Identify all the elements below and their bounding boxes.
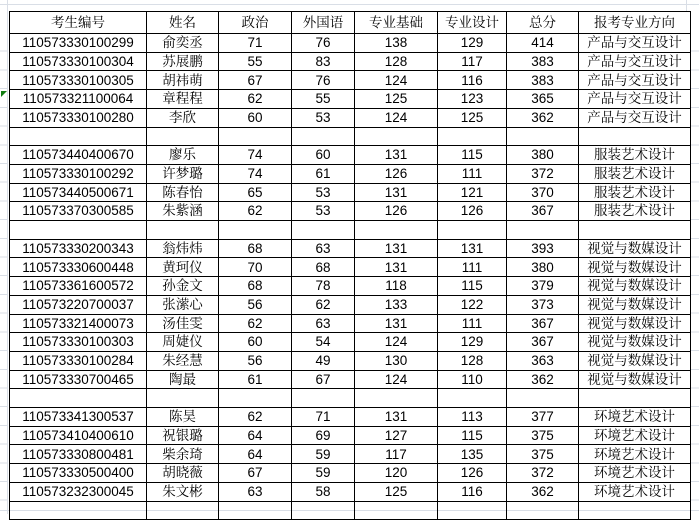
cell-major-design[interactable]: 122 <box>438 295 507 314</box>
cell-candidate-id[interactable]: 110573330600448 <box>10 258 147 277</box>
cell-foreign-language[interactable]: 55 <box>292 90 355 109</box>
cell-politics[interactable]: 64 <box>219 426 292 445</box>
cell-candidate-id[interactable]: 110573361600572 <box>10 277 147 296</box>
cell-major-design[interactable]: 111 <box>438 258 507 277</box>
cell-major-design[interactable]: 126 <box>438 464 507 483</box>
cell-major-design[interactable]: 126 <box>438 202 507 221</box>
column-header-applied-major[interactable]: 报考专业方向 <box>579 12 691 34</box>
cell-candidate-id[interactable]: 110573330100305 <box>10 71 147 90</box>
cell-total-score[interactable]: 383 <box>507 52 579 71</box>
cell-applied-major[interactable]: 产品与交互设计 <box>579 71 691 90</box>
cell-empty[interactable] <box>355 501 438 520</box>
table-row <box>10 239 691 258</box>
cell-total-score[interactable]: 393 <box>507 239 579 258</box>
cell-foreign-language[interactable]: 76 <box>292 34 355 53</box>
column-header-total-score[interactable]: 总分 <box>507 12 579 34</box>
cell-empty[interactable] <box>10 501 147 520</box>
cell-politics[interactable]: 74 <box>219 146 292 165</box>
table-row <box>10 202 691 221</box>
cell-empty[interactable] <box>507 221 579 240</box>
cell-politics[interactable]: 74 <box>219 164 292 183</box>
cell-major-foundation[interactable]: 125 <box>355 482 438 501</box>
cell-total-score[interactable]: 362 <box>507 108 579 127</box>
column-header-politics[interactable]: 政治 <box>219 12 292 34</box>
cell-name[interactable]: 张潆心 <box>147 295 219 314</box>
cell-major-foundation[interactable]: 125 <box>355 90 438 109</box>
cell-name[interactable]: 孙金文 <box>147 277 219 296</box>
cell-empty[interactable] <box>355 389 438 408</box>
cell-total-score[interactable]: 379 <box>507 277 579 296</box>
cell-applied-major[interactable]: 环境艺术设计 <box>579 482 691 501</box>
cell-politics[interactable]: 67 <box>219 464 292 483</box>
cell-major-foundation[interactable]: 138 <box>355 34 438 53</box>
cell-empty[interactable] <box>355 221 438 240</box>
cell-empty[interactable] <box>292 127 355 146</box>
table-row <box>10 482 691 501</box>
sheet-gridline-horizontal-top <box>0 4 699 5</box>
cell-candidate-id[interactable]: 110573330100299 <box>10 34 147 53</box>
cell-candidate-id[interactable]: 110573321400073 <box>10 314 147 333</box>
cell-major-foundation[interactable]: 124 <box>355 333 438 352</box>
score-table-body <box>10 34 691 520</box>
cell-total-score[interactable]: 367 <box>507 314 579 333</box>
cell-empty[interactable] <box>147 221 219 240</box>
cell-empty[interactable] <box>507 501 579 520</box>
cell-total-score[interactable]: 367 <box>507 333 579 352</box>
cell-politics[interactable]: 60 <box>219 333 292 352</box>
cell-total-score[interactable]: 372 <box>507 164 579 183</box>
table-row-empty <box>10 501 691 520</box>
cell-name[interactable]: 陈昊 <box>147 408 219 427</box>
cell-major-foundation[interactable]: 131 <box>355 258 438 277</box>
cell-total-score[interactable]: 375 <box>507 426 579 445</box>
table-row <box>10 370 691 389</box>
cell-name[interactable]: 朱经慧 <box>147 351 219 370</box>
cell-candidate-id[interactable]: 110573330700465 <box>10 370 147 389</box>
cell-total-score[interactable]: 362 <box>507 370 579 389</box>
cell-candidate-id[interactable]: 110573370300585 <box>10 202 147 221</box>
cell-politics[interactable]: 70 <box>219 258 292 277</box>
cell-foreign-language[interactable]: 59 <box>292 445 355 464</box>
cell-empty[interactable] <box>579 501 691 520</box>
cell-empty[interactable] <box>438 389 507 408</box>
cell-total-score[interactable]: 363 <box>507 351 579 370</box>
table-row <box>10 71 691 90</box>
cell-empty[interactable] <box>438 501 507 520</box>
cell-foreign-language[interactable]: 69 <box>292 426 355 445</box>
cell-applied-major[interactable]: 服装艺术设计 <box>579 202 691 221</box>
table-row-empty <box>10 221 691 240</box>
table-row <box>10 295 691 314</box>
cell-name[interactable]: 胡祎萌 <box>147 71 219 90</box>
cell-name[interactable]: 翁炜炜 <box>147 239 219 258</box>
cell-politics[interactable]: 55 <box>219 52 292 71</box>
cell-empty[interactable] <box>219 127 292 146</box>
cell-empty[interactable] <box>507 389 579 408</box>
cell-empty[interactable] <box>219 501 292 520</box>
cell-major-foundation[interactable]: 131 <box>355 239 438 258</box>
cell-applied-major[interactable]: 视觉与数媒设计 <box>579 239 691 258</box>
cell-name[interactable]: 俞奕丞 <box>147 34 219 53</box>
cell-total-score[interactable]: 372 <box>507 464 579 483</box>
cell-applied-major[interactable]: 环境艺术设计 <box>579 426 691 445</box>
cell-name[interactable]: 廖乐 <box>147 146 219 165</box>
cell-major-design[interactable]: 110 <box>438 370 507 389</box>
cell-politics[interactable]: 62 <box>219 408 292 427</box>
cell-major-foundation[interactable]: 124 <box>355 370 438 389</box>
cell-name[interactable]: 祝银璐 <box>147 426 219 445</box>
cell-total-score[interactable]: 375 <box>507 445 579 464</box>
cell-empty[interactable] <box>292 501 355 520</box>
cell-applied-major[interactable]: 产品与交互设计 <box>579 90 691 109</box>
cell-applied-major[interactable]: 视觉与数媒设计 <box>579 295 691 314</box>
cell-candidate-id[interactable]: 110573330100303 <box>10 333 147 352</box>
cell-name[interactable]: 陈春怡 <box>147 183 219 202</box>
column-header-name[interactable]: 姓名 <box>147 12 219 34</box>
sheet-row-gridline-stubs-left <box>0 33 7 514</box>
cell-politics[interactable]: 64 <box>219 445 292 464</box>
table-row <box>10 314 691 333</box>
cell-major-foundation[interactable]: 133 <box>355 295 438 314</box>
cell-name[interactable]: 苏展鹏 <box>147 52 219 71</box>
sheet-gridline-vertical-left <box>7 0 8 514</box>
cell-name[interactable]: 汤佳雯 <box>147 314 219 333</box>
cell-total-score[interactable]: 365 <box>507 90 579 109</box>
cell-major-design[interactable]: 117 <box>438 52 507 71</box>
cell-total-score[interactable]: 377 <box>507 408 579 427</box>
cell-major-foundation[interactable]: 131 <box>355 183 438 202</box>
cell-foreign-language[interactable]: 49 <box>292 351 355 370</box>
cell-major-foundation[interactable]: 126 <box>355 164 438 183</box>
cell-major-design[interactable]: 116 <box>438 482 507 501</box>
cell-foreign-language[interactable]: 58 <box>292 482 355 501</box>
cell-applied-major[interactable]: 环境艺术设计 <box>579 408 691 427</box>
cell-major-foundation[interactable]: 131 <box>355 146 438 165</box>
cell-major-design[interactable]: 111 <box>438 314 507 333</box>
cell-candidate-id[interactable]: 110573321100064 <box>10 90 147 109</box>
cell-politics[interactable]: 65 <box>219 183 292 202</box>
cell-name[interactable]: 朱文彬 <box>147 482 219 501</box>
cell-candidate-id[interactable]: 110573440400670 <box>10 146 147 165</box>
cell-applied-major[interactable]: 服装艺术设计 <box>579 146 691 165</box>
cell-candidate-id[interactable]: 110573440500671 <box>10 183 147 202</box>
cell-major-foundation[interactable]: 124 <box>355 108 438 127</box>
cell-name[interactable]: 朱紫涵 <box>147 202 219 221</box>
cell-foreign-language[interactable]: 67 <box>292 370 355 389</box>
cell-empty[interactable] <box>219 221 292 240</box>
cell-politics[interactable]: 71 <box>219 34 292 53</box>
cell-major-design[interactable]: 123 <box>438 90 507 109</box>
cell-candidate-id[interactable]: 110573330100284 <box>10 351 147 370</box>
cell-foreign-language[interactable]: 78 <box>292 277 355 296</box>
cell-applied-major[interactable]: 环境艺术设计 <box>579 445 691 464</box>
table-row <box>10 333 691 352</box>
table-row <box>10 108 691 127</box>
cell-applied-major[interactable]: 环境艺术设计 <box>579 464 691 483</box>
cell-total-score[interactable]: 414 <box>507 34 579 53</box>
cell-applied-major[interactable]: 视觉与数媒设计 <box>579 333 691 352</box>
table-row-empty <box>10 389 691 408</box>
score-table <box>9 11 691 520</box>
cell-foreign-language[interactable]: 59 <box>292 464 355 483</box>
cell-applied-major[interactable]: 产品与交互设计 <box>579 108 691 127</box>
cell-total-score[interactable]: 362 <box>507 482 579 501</box>
cell-politics[interactable]: 68 <box>219 239 292 258</box>
cell-candidate-id[interactable]: 110573330100280 <box>10 108 147 127</box>
cell-empty[interactable] <box>147 127 219 146</box>
cell-major-foundation[interactable]: 128 <box>355 52 438 71</box>
cell-name[interactable]: 胡晓薇 <box>147 464 219 483</box>
cell-foreign-language[interactable]: 68 <box>292 258 355 277</box>
column-header-major-foundation[interactable]: 专业基础 <box>355 12 438 34</box>
table-row <box>10 52 691 71</box>
cell-major-design[interactable]: 128 <box>438 351 507 370</box>
cell-politics[interactable]: 63 <box>219 482 292 501</box>
cell-empty[interactable] <box>579 389 691 408</box>
cell-empty[interactable] <box>10 127 147 146</box>
cell-foreign-language[interactable]: 62 <box>292 295 355 314</box>
table-row <box>10 277 691 296</box>
cell-foreign-language[interactable]: 61 <box>292 164 355 183</box>
cell-major-foundation[interactable]: 124 <box>355 71 438 90</box>
cell-major-design[interactable]: 129 <box>438 333 507 352</box>
sheet-row-gridline-stubs-right <box>691 33 699 514</box>
cell-major-design[interactable]: 113 <box>438 408 507 427</box>
cell-major-design[interactable]: 129 <box>438 34 507 53</box>
cell-politics[interactable]: 67 <box>219 71 292 90</box>
cell-politics[interactable]: 60 <box>219 108 292 127</box>
cell-major-design[interactable]: 135 <box>438 445 507 464</box>
cell-total-score[interactable]: 380 <box>507 146 579 165</box>
cell-candidate-id[interactable]: 110573330800481 <box>10 445 147 464</box>
cell-major-foundation[interactable]: 131 <box>355 408 438 427</box>
cell-major-design[interactable]: 131 <box>438 239 507 258</box>
cell-empty[interactable] <box>10 221 147 240</box>
sheet-gridline-vertical-topright <box>686 0 687 11</box>
cell-major-design[interactable]: 116 <box>438 71 507 90</box>
table-row <box>10 464 691 483</box>
cell-politics[interactable]: 56 <box>219 351 292 370</box>
cell-candidate-id[interactable]: 110573330500400 <box>10 464 147 483</box>
cell-major-foundation[interactable]: 117 <box>355 445 438 464</box>
cell-candidate-id[interactable]: 110573232300045 <box>10 482 147 501</box>
cell-empty[interactable] <box>292 389 355 408</box>
cell-total-score[interactable]: 367 <box>507 202 579 221</box>
cell-foreign-language[interactable]: 53 <box>292 108 355 127</box>
cell-foreign-language[interactable]: 71 <box>292 408 355 427</box>
cell-politics[interactable]: 62 <box>219 202 292 221</box>
cell-applied-major[interactable]: 产品与交互设计 <box>579 52 691 71</box>
cell-empty[interactable] <box>147 501 219 520</box>
table-row <box>10 146 691 165</box>
table-row <box>10 34 691 53</box>
cell-applied-major[interactable]: 视觉与数媒设计 <box>579 314 691 333</box>
cell-major-design[interactable]: 115 <box>438 426 507 445</box>
cell-applied-major[interactable]: 产品与交互设计 <box>579 34 691 53</box>
table-row <box>10 445 691 464</box>
cell-major-foundation[interactable]: 126 <box>355 202 438 221</box>
score-table-container <box>9 11 691 520</box>
cell-empty[interactable] <box>579 221 691 240</box>
table-row <box>10 183 691 202</box>
cell-candidate-id[interactable]: 110573330100304 <box>10 52 147 71</box>
cell-major-foundation[interactable]: 118 <box>355 277 438 296</box>
cell-politics[interactable]: 61 <box>219 370 292 389</box>
table-row <box>10 258 691 277</box>
cell-name[interactable]: 柴余琦 <box>147 445 219 464</box>
cell-major-design[interactable]: 111 <box>438 164 507 183</box>
cell-major-design[interactable]: 115 <box>438 146 507 165</box>
cell-total-score[interactable]: 383 <box>507 71 579 90</box>
cell-foreign-language[interactable]: 53 <box>292 183 355 202</box>
cell-empty[interactable] <box>292 221 355 240</box>
cell-foreign-language[interactable]: 53 <box>292 202 355 221</box>
cell-politics[interactable]: 56 <box>219 295 292 314</box>
cell-candidate-id[interactable]: 110573330200343 <box>10 239 147 258</box>
cell-empty[interactable] <box>438 221 507 240</box>
cell-name[interactable]: 章程程 <box>147 90 219 109</box>
cell-applied-major[interactable]: 视觉与数媒设计 <box>579 258 691 277</box>
header-row <box>10 12 691 34</box>
cell-foreign-language[interactable]: 83 <box>292 52 355 71</box>
cell-total-score[interactable]: 380 <box>507 258 579 277</box>
cell-major-design[interactable]: 125 <box>438 108 507 127</box>
cell-name[interactable]: 黄珂仪 <box>147 258 219 277</box>
table-row <box>10 164 691 183</box>
cell-candidate-id[interactable]: 110573341300537 <box>10 408 147 427</box>
cell-major-foundation[interactable]: 127 <box>355 426 438 445</box>
cell-error-indicator-icon <box>1 91 7 97</box>
cell-applied-major[interactable]: 服装艺术设计 <box>579 164 691 183</box>
cell-name[interactable]: 周婕仪 <box>147 333 219 352</box>
cell-name[interactable]: 李欣 <box>147 108 219 127</box>
cell-politics[interactable]: 68 <box>219 277 292 296</box>
cell-empty[interactable] <box>219 389 292 408</box>
table-row <box>10 351 691 370</box>
cell-foreign-language[interactable]: 63 <box>292 239 355 258</box>
cell-major-design[interactable]: 115 <box>438 277 507 296</box>
table-row <box>10 90 691 109</box>
cell-name[interactable]: 陶最 <box>147 370 219 389</box>
cell-empty[interactable] <box>507 127 579 146</box>
column-header-foreign-language[interactable]: 外国语 <box>292 12 355 34</box>
cell-applied-major[interactable]: 视觉与数媒设计 <box>579 351 691 370</box>
column-header-candidate-id[interactable]: 考生编号 <box>10 12 147 34</box>
cell-candidate-id[interactable]: 110573220700037 <box>10 295 147 314</box>
cell-foreign-language[interactable]: 60 <box>292 146 355 165</box>
cell-major-foundation[interactable]: 130 <box>355 351 438 370</box>
cell-empty[interactable] <box>147 389 219 408</box>
table-row-empty <box>10 127 691 146</box>
cell-empty[interactable] <box>355 127 438 146</box>
cell-empty[interactable] <box>579 127 691 146</box>
cell-applied-major[interactable]: 服装艺术设计 <box>579 183 691 202</box>
cell-foreign-language[interactable]: 54 <box>292 333 355 352</box>
cell-name[interactable]: 许梦璐 <box>147 164 219 183</box>
cell-empty[interactable] <box>10 389 147 408</box>
cell-foreign-language[interactable]: 63 <box>292 314 355 333</box>
cell-foreign-language[interactable]: 76 <box>292 71 355 90</box>
cell-candidate-id[interactable]: 110573330100292 <box>10 164 147 183</box>
cell-applied-major[interactable]: 视觉与数媒设计 <box>579 277 691 296</box>
cell-major-foundation[interactable]: 120 <box>355 464 438 483</box>
cell-politics[interactable]: 62 <box>219 314 292 333</box>
cell-major-design[interactable]: 121 <box>438 183 507 202</box>
table-row <box>10 426 691 445</box>
column-header-major-design[interactable]: 专业设计 <box>438 12 507 34</box>
cell-candidate-id[interactable]: 110573410400610 <box>10 426 147 445</box>
cell-total-score[interactable]: 370 <box>507 183 579 202</box>
cell-empty[interactable] <box>438 127 507 146</box>
cell-total-score[interactable]: 373 <box>507 295 579 314</box>
cell-politics[interactable]: 62 <box>219 90 292 109</box>
table-row <box>10 408 691 427</box>
cell-major-foundation[interactable]: 131 <box>355 314 438 333</box>
cell-applied-major[interactable]: 视觉与数媒设计 <box>579 370 691 389</box>
